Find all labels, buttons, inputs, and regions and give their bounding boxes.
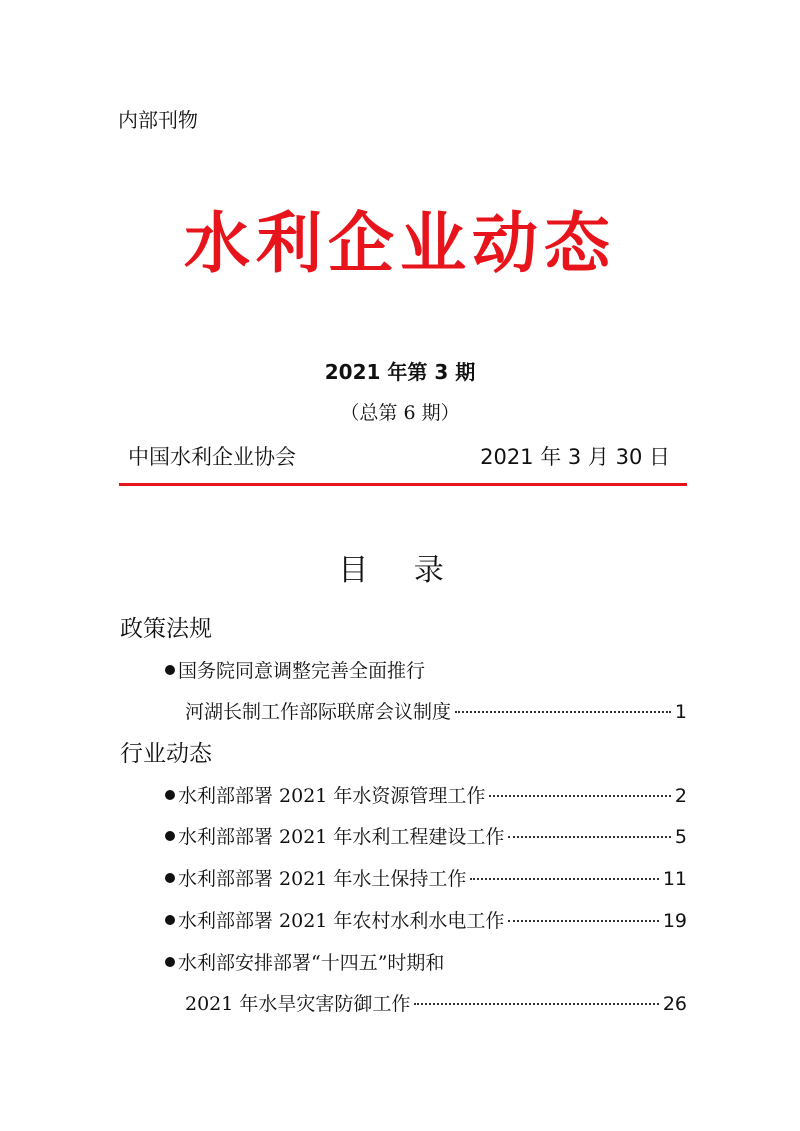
toc-page-number: 5 <box>674 826 687 848</box>
toc-entry-text: 水利部部署 2021 年水土保持工作 <box>178 868 467 890</box>
bullet-icon <box>165 831 175 841</box>
toc-entry[interactable] <box>165 656 425 683</box>
bullet-icon <box>165 665 175 675</box>
organization-name: 中国水利企业协会 <box>128 445 296 469</box>
bullet-icon <box>165 957 175 967</box>
toc-entry-text: 水利部安排部署“十四五”时期和 <box>178 952 445 974</box>
toc-entry[interactable] <box>165 864 687 891</box>
leader-dots <box>508 836 670 838</box>
total-issue-number: （总第 6 期） <box>340 402 460 424</box>
toc-entry-text: 水利部部署 2021 年水资源管理工作 <box>178 785 486 807</box>
toc-entry-continuation[interactable] <box>185 989 687 1016</box>
toc-page-number: 1 <box>674 701 687 723</box>
leader-dots <box>508 920 658 922</box>
leader-dots <box>455 711 671 713</box>
toc-page-number: 26 <box>662 993 687 1015</box>
toc-entry-text: 河湖长制工作部际联席会议制度 <box>185 701 452 723</box>
leader-dots <box>489 795 670 797</box>
toc-title: 目 录 <box>338 553 462 588</box>
toc-section-heading: 行业动态 <box>120 741 212 767</box>
toc-entry-continuation[interactable] <box>185 697 687 724</box>
publication-date: 2021 年 3 月 30 日 <box>480 445 670 469</box>
header-divider <box>119 483 687 486</box>
toc-entry-text: 国务院同意调整完善全面推行 <box>178 660 426 682</box>
toc-entry[interactable] <box>165 781 687 808</box>
toc-page-number: 11 <box>662 868 687 890</box>
toc-entry-text: 2021 年水旱灾害防御工作 <box>185 993 411 1015</box>
bullet-icon <box>165 790 175 800</box>
toc-entry-text: 水利部部署 2021 年农村水利水电工作 <box>178 910 505 932</box>
toc-entry[interactable] <box>165 822 687 849</box>
toc-section-heading: 政策法规 <box>120 616 212 642</box>
publication-title: 水利企业动态 <box>184 205 616 282</box>
toc-page-number: 2 <box>674 785 687 807</box>
leader-dots <box>470 878 658 880</box>
bullet-icon <box>165 915 175 925</box>
internal-publication-label: 内部刊物 <box>118 108 198 132</box>
leader-dots <box>414 1003 658 1005</box>
toc-entry[interactable] <box>165 948 444 975</box>
bullet-icon <box>165 873 175 883</box>
toc-entry[interactable] <box>165 906 687 933</box>
toc-entry-text: 水利部部署 2021 年水利工程建设工作 <box>178 826 505 848</box>
toc-page-number: 19 <box>662 910 687 932</box>
issue-number: 2021 年第 3 期 <box>324 360 476 384</box>
